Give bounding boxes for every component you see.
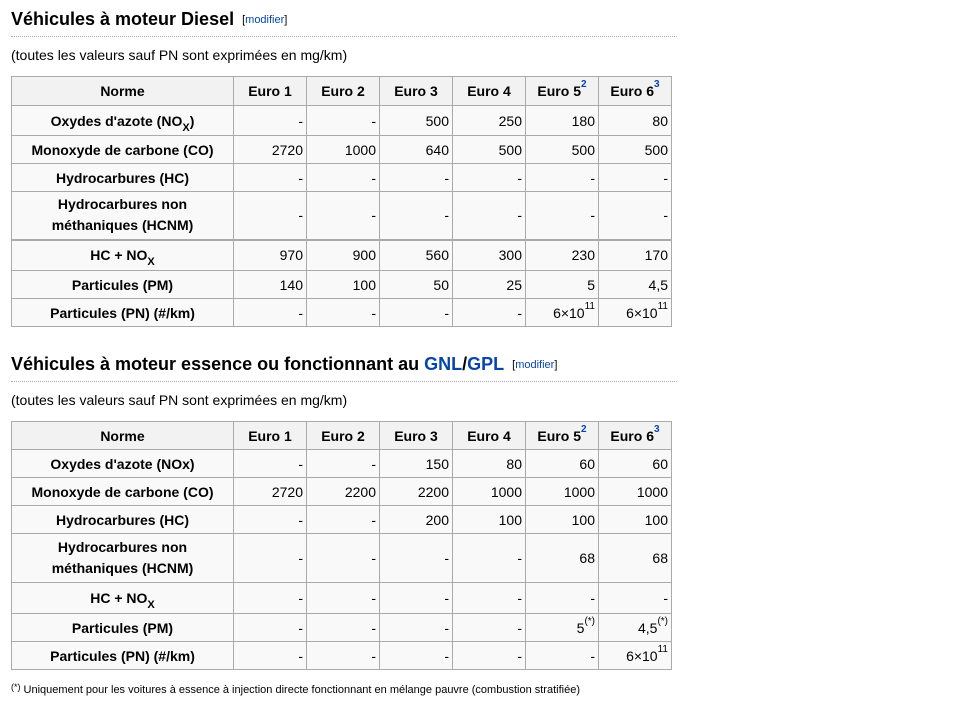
cell: - [234, 450, 307, 478]
table-row [12, 106, 672, 136]
table-row [12, 164, 672, 192]
cell: 500 [453, 136, 526, 164]
cell: - [453, 642, 526, 670]
diesel-table [11, 76, 672, 327]
diesel-heading [11, 7, 677, 37]
essence-table [11, 421, 672, 670]
row-label: HC + $NO_X$ [12, 240, 234, 271]
cell: - [453, 192, 526, 240]
table-row [12, 506, 672, 534]
cell: 500 [599, 136, 672, 164]
cell: 2200 [380, 478, 453, 506]
cell: 1000 [307, 136, 380, 164]
footnote-mark: (*) [11, 682, 21, 692]
cell: 230 [526, 240, 599, 271]
cell: 150 [380, 450, 453, 478]
cell: - [234, 164, 307, 192]
slash: / [462, 354, 468, 374]
header-euro1: Euro 1 [234, 77, 307, 106]
table-row [12, 478, 672, 506]
table-row [12, 614, 672, 642]
table-header-row [12, 422, 672, 450]
cell: - [307, 106, 380, 136]
table-row [12, 642, 672, 670]
essence-title: Véhicules à moteur essence ou fonctionnant au [11, 354, 425, 374]
cell: - [307, 534, 380, 583]
row-label: HC + $NO_X$ [12, 583, 234, 614]
cell: 640 [380, 136, 453, 164]
essence-heading [11, 352, 677, 382]
row-label: Particules (PN) (#/km) [12, 299, 234, 327]
footnote-text: Uniquement pour les voitures à essence à injection directe fonctionnant en mélange pauvre (combustion stratifiée) [20, 684, 580, 696]
table-row [12, 271, 672, 299]
header-norme: Norme [12, 422, 234, 450]
cell: - [380, 164, 453, 192]
cell: - [234, 642, 307, 670]
cell: 5(*) [526, 614, 599, 642]
cell: - [453, 534, 526, 583]
cell: 500 [380, 106, 453, 136]
cell: - [307, 642, 380, 670]
cell: 1000 [526, 478, 599, 506]
row-label: Monoxyde de carbone (CO) [12, 478, 234, 506]
essence-note: (toutes les valeurs sauf PN sont exprimées en mg/km) [11, 392, 348, 409]
cell: - [234, 192, 307, 240]
cell: - [380, 299, 453, 327]
cell: - [380, 192, 453, 240]
diesel-edit: [modifier] [242, 14, 288, 27]
cell: - [380, 583, 453, 614]
cell: 4,5 [599, 271, 672, 299]
cell: 200 [380, 506, 453, 534]
header-euro5: Euro 5$^2$ [526, 77, 599, 106]
cell: - [453, 614, 526, 642]
table-row [12, 192, 672, 240]
cell: 900 [307, 240, 380, 271]
cell: 68 [599, 534, 672, 583]
cell: 2720 [234, 136, 307, 164]
cell: - [453, 164, 526, 192]
header-euro4: Euro 4 [453, 77, 526, 106]
cell: 60 [526, 450, 599, 478]
cell: 100 [599, 506, 672, 534]
row-label: Oxydes d'azote (NOx) [12, 450, 234, 478]
ref-link[interactable]: 3 [654, 423, 660, 435]
cell: - [526, 164, 599, 192]
header-euro6: Euro 6$^3$ [599, 422, 672, 450]
cell: 68 [526, 534, 599, 583]
cell: - [234, 299, 307, 327]
table-row [12, 136, 672, 164]
cell: 80 [453, 450, 526, 478]
cell: - [380, 642, 453, 670]
cell: 970 [234, 240, 307, 271]
row-label: Hydrocarbures (HC) [12, 164, 234, 192]
cell: 250 [453, 106, 526, 136]
cell: - [380, 614, 453, 642]
gpl-link[interactable]: GPL [467, 354, 505, 374]
header-norme: Norme [12, 77, 234, 106]
row-label: Monoxyde de carbone (CO) [12, 136, 234, 164]
ref-link[interactable]: 3 [654, 79, 660, 90]
cell: - [307, 583, 380, 614]
essence-edit: [modifier] [512, 359, 558, 372]
cell: 1000 [599, 478, 672, 506]
cell: - [453, 583, 526, 614]
cell: - [599, 164, 672, 192]
row-label: Oxydes d'azote $(NO_X)$ [12, 106, 234, 136]
cell: 60 [599, 450, 672, 478]
cell: - [599, 583, 672, 614]
diesel-section [11, 7, 677, 64]
header-euro3: Euro 3 [380, 422, 453, 450]
cell: 50 [380, 271, 453, 299]
diesel-note: (toutes les valeurs sauf PN sont exprimées en mg/km) [11, 47, 348, 64]
table-row [12, 450, 672, 478]
cell: $6\times 10^{11}$ [599, 299, 672, 327]
diesel-edit-link[interactable]: modifier [245, 14, 285, 27]
cell: 1000 [453, 478, 526, 506]
header-euro6: Euro 6$^3$ [599, 77, 672, 106]
cell: - [599, 192, 672, 240]
cell: 100 [307, 271, 380, 299]
header-euro2: Euro 2 [307, 422, 380, 450]
diesel-title: Véhicules à moteur Diesel [11, 9, 235, 29]
cell: - [307, 299, 380, 327]
table-row [12, 583, 672, 614]
cell: - [307, 450, 380, 478]
cell: 180 [526, 106, 599, 136]
row-label: Hydrocarbures non méthaniques (HCNM) [12, 534, 234, 583]
cell: - [526, 642, 599, 670]
table-row [12, 534, 672, 583]
table-header-row [12, 77, 672, 106]
cell: $6\times 10^{11}$ [599, 642, 672, 670]
cell: 2200 [307, 478, 380, 506]
cell: - [453, 299, 526, 327]
header-euro2: Euro 2 [307, 77, 380, 106]
cell: - [307, 614, 380, 642]
header-euro3: Euro 3 [380, 77, 453, 106]
cell: 100 [526, 506, 599, 534]
footnote [11, 684, 580, 696]
header-euro5: Euro 5$^2$ [526, 422, 599, 450]
cell: 4,5(*) [599, 614, 672, 642]
cell: 100 [453, 506, 526, 534]
cell: $6\times 10^{11}$ [526, 299, 599, 327]
cell: 300 [453, 240, 526, 271]
row-label: Particules (PM) [12, 614, 234, 642]
cell: 5 [526, 271, 599, 299]
cell: - [307, 506, 380, 534]
cell: 2720 [234, 478, 307, 506]
cell: - [526, 192, 599, 240]
cell: - [234, 534, 307, 583]
cell: - [526, 583, 599, 614]
cell: 560 [380, 240, 453, 271]
row-label: Particules (PN) (#/km) [12, 642, 234, 670]
cell: 500 [526, 136, 599, 164]
cell: - [234, 614, 307, 642]
essence-section [11, 352, 677, 409]
cell: - [234, 106, 307, 136]
ref-link[interactable]: 2 [581, 79, 587, 90]
cell: 140 [234, 271, 307, 299]
header-euro4: Euro 4 [453, 422, 526, 450]
cell: 170 [599, 240, 672, 271]
cell: - [380, 534, 453, 583]
essence-edit-link[interactable]: modifier [515, 359, 555, 372]
ref-link[interactable]: 2 [581, 423, 587, 435]
row-label: Particules (PM) [12, 271, 234, 299]
table-row [12, 240, 672, 271]
row-label: Hydrocarbures (HC) [12, 506, 234, 534]
cell: - [307, 164, 380, 192]
cell: - [234, 583, 307, 614]
row-label: Hydrocarbures non méthaniques (HCNM) [12, 192, 234, 240]
cell: - [307, 192, 380, 240]
gnl-link[interactable]: GNL [424, 354, 463, 374]
cell: 80 [599, 106, 672, 136]
header-euro1: Euro 1 [234, 422, 307, 450]
table-row [12, 299, 672, 327]
cell: 25 [453, 271, 526, 299]
cell: - [234, 506, 307, 534]
